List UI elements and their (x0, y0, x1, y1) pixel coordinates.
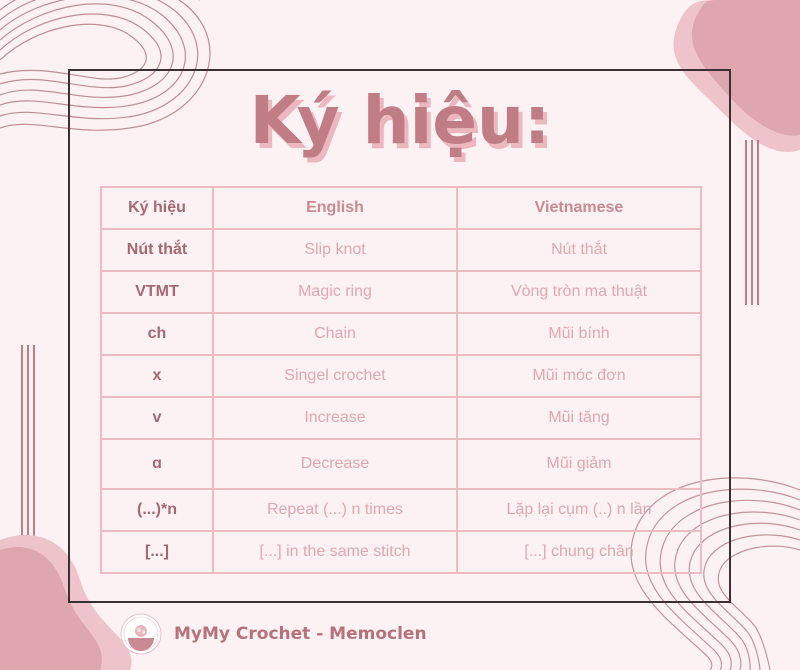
symbol-cell: Nút thắt (101, 229, 213, 271)
english-cell: Repeat (...) n times (213, 489, 457, 531)
vietnamese-cell: Mũi giảm (457, 439, 701, 489)
symbol-cell: v (101, 397, 213, 439)
english-cell: Singel crochet (213, 355, 457, 397)
symbol-cell: VTMT (101, 271, 213, 313)
table-row (101, 313, 701, 355)
symbol-cell: ch (101, 313, 213, 355)
vietnamese-cell: [...] chung chân (457, 531, 701, 573)
header-symbol: Ký hiệu (101, 187, 213, 229)
brand-name: MyMy Crochet - Memoclen (174, 624, 427, 644)
english-cell: Increase (213, 397, 457, 439)
table-row (101, 355, 701, 397)
english-cell: Slip knot (213, 229, 457, 271)
vertical-stripes-right (746, 140, 758, 305)
symbol-cell: ɑ (101, 439, 213, 489)
table-row (101, 397, 701, 439)
vietnamese-cell: Lặp lại cụm (..) n lần (457, 489, 701, 531)
table-row (101, 439, 701, 489)
vietnamese-cell: Mũi bính (457, 313, 701, 355)
table-header-row (101, 187, 701, 229)
symbol-cell: [...] (101, 531, 213, 573)
english-cell: Magic ring (213, 271, 457, 313)
footer-brand (120, 612, 427, 656)
table-row (101, 271, 701, 313)
symbols-table (100, 186, 702, 574)
table-row (101, 229, 701, 271)
page-title: Ký hiệu: (249, 82, 551, 159)
english-cell: [...] in the same stitch (213, 531, 457, 573)
vietnamese-cell: Nút thắt (457, 229, 701, 271)
vietnamese-cell: Vòng tròn ma thuật (457, 271, 701, 313)
vertical-stripes-left (22, 345, 34, 540)
symbol-cell: x (101, 355, 213, 397)
vietnamese-cell: Mũi móc đơn (457, 355, 701, 397)
symbol-cell: (...)*n (101, 489, 213, 531)
english-cell: Decrease (213, 439, 457, 489)
header-vietnamese: Vietnamese (457, 187, 701, 229)
brand-logo (120, 613, 162, 655)
table-row (101, 489, 701, 531)
vietnamese-cell: Mũi tăng (457, 397, 701, 439)
table-row (101, 531, 701, 573)
header-english: English (213, 187, 457, 229)
english-cell: Chain (213, 313, 457, 355)
